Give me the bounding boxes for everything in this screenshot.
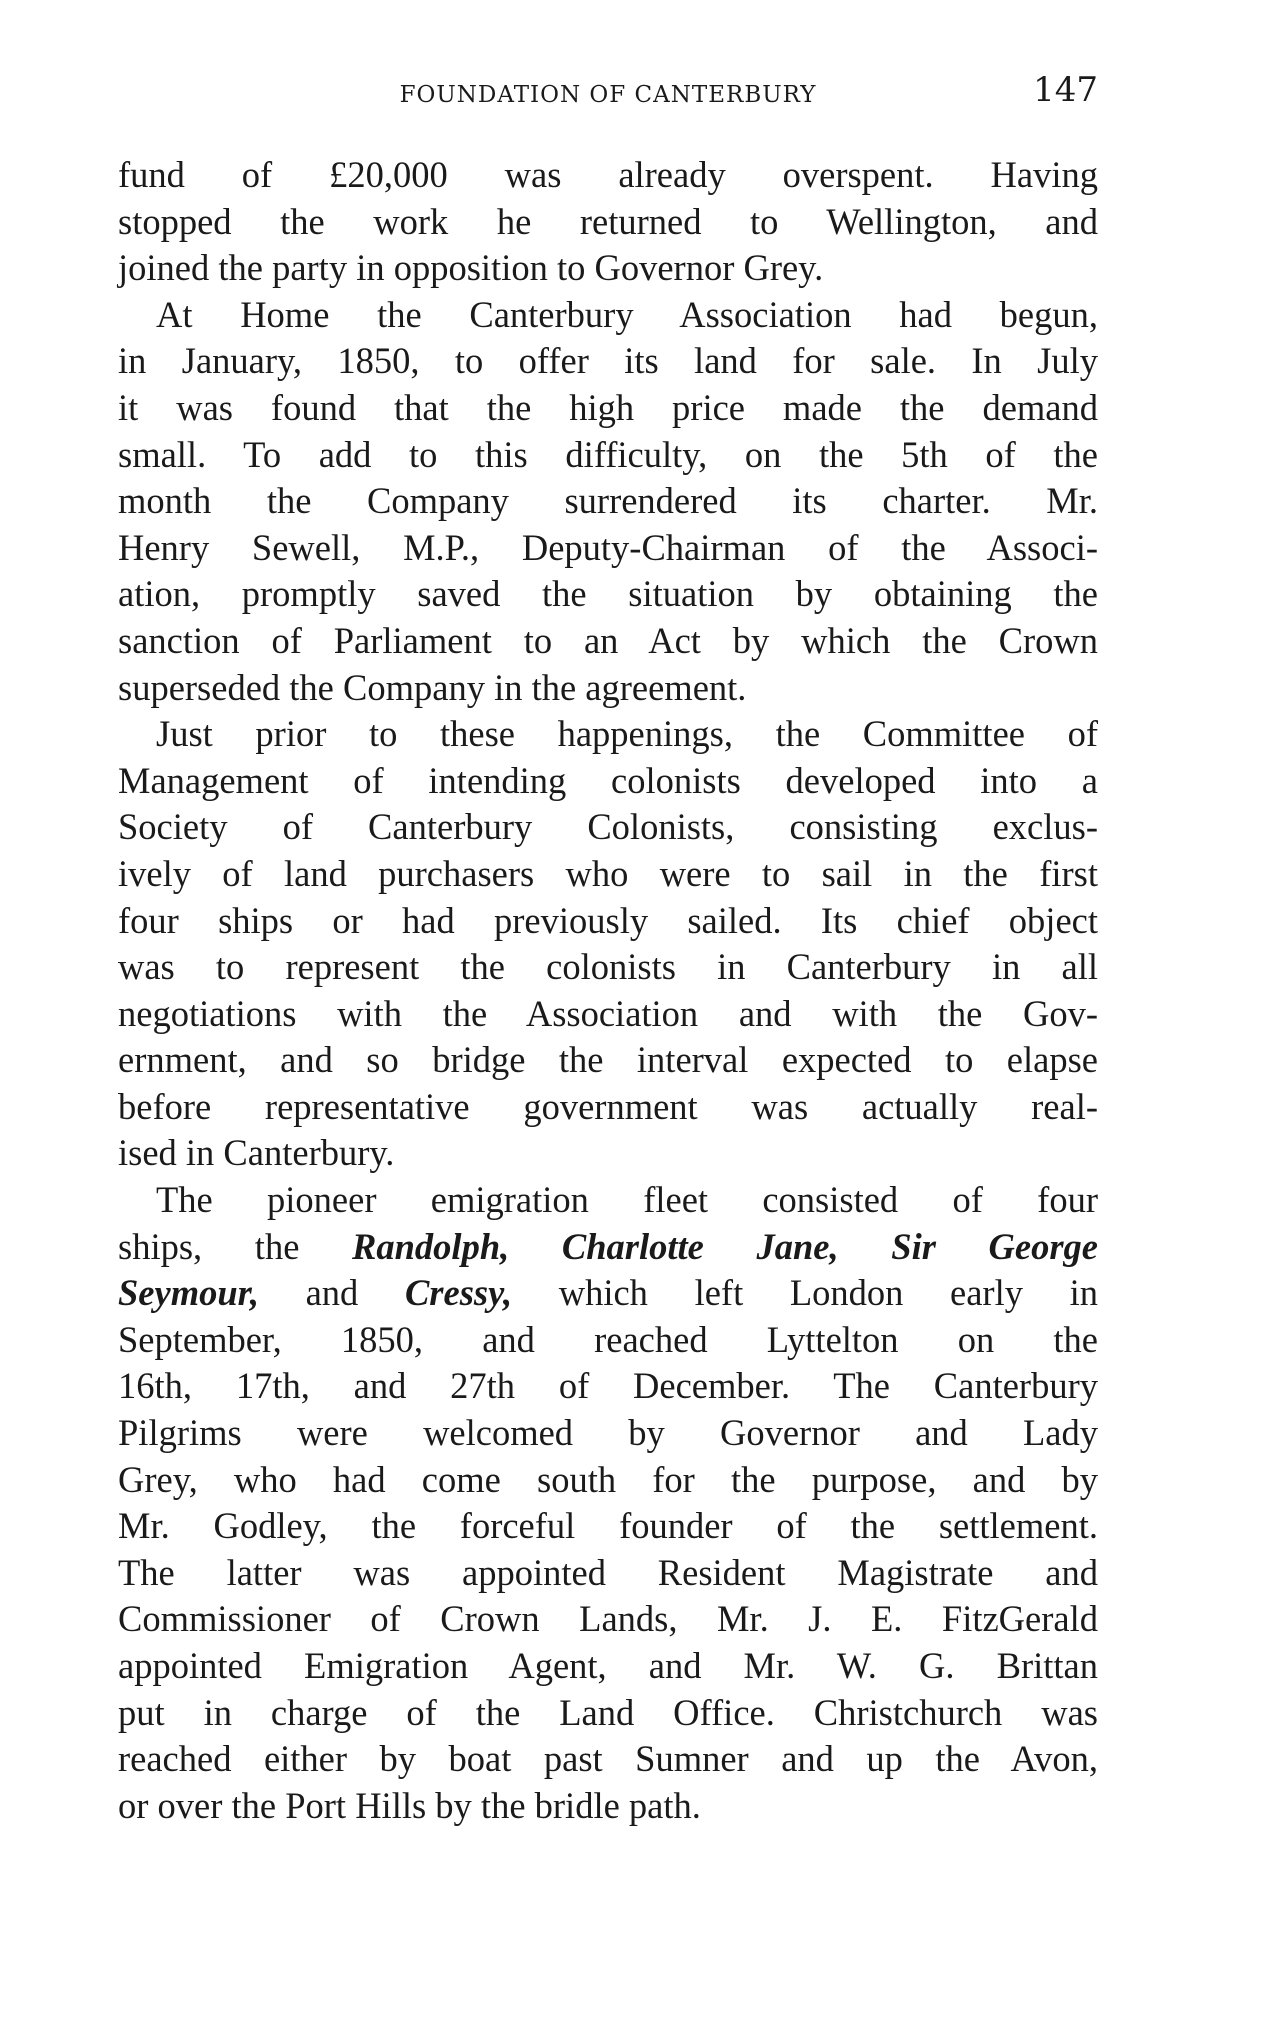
ship-name-seymour: Seymour, <box>118 1272 259 1314</box>
text-line: before representative government was actually real- <box>118 1085 1098 1127</box>
text-line: Henry Sewell, M.P., Deputy-Chairman of the Associ- <box>118 526 1098 568</box>
text-line: four ships or had previously sailed. Its chief object <box>118 899 1098 941</box>
text-line: reached either by boat past Sumner and up the Avon, <box>118 1738 1098 1780</box>
text-line: fund of £20,000 was already overspent. Having <box>118 154 1098 195</box>
text-line: negotiations with the Association and with the Gov- <box>118 992 1098 1034</box>
text-line: was to represent the colonists in Canterbury in all <box>118 946 1098 988</box>
text-line: Management of intending colonists developed into a <box>118 759 1098 801</box>
text-line: Commissioner of Crown Lands, Mr. J. E. FitzGerald <box>118 1598 1098 1640</box>
text-line: Pilgrims were welcomed by Governor and Lady <box>118 1412 1098 1454</box>
text-line: joined the party in opposition to Governor Grey. <box>118 247 824 289</box>
text-fragment: which left London early in <box>512 1272 1098 1314</box>
text-line: Just prior to these happenings, the Committee of <box>156 713 1098 755</box>
ship-name-sir-george: Sir George <box>891 1225 1099 1267</box>
text-line: ernment, and so bridge the interval expected to elapse <box>118 1039 1098 1081</box>
text-line: The pioneer emigration fleet consisted of four <box>156 1179 1098 1221</box>
text-line: it was found that the high price made the demand <box>118 386 1098 428</box>
text-line: ised in Canterbury. <box>118 1132 395 1174</box>
body-text <box>118 152 1098 1829</box>
text-line: superseded the Company in the agreement. <box>118 666 747 708</box>
running-head <box>118 70 1098 120</box>
paragraph-4 <box>118 1177 1098 1829</box>
text-line-ships <box>118 1270 1098 1317</box>
text-line: At Home the Canterbury Association had begun, <box>156 293 1098 335</box>
text-line: ation, promptly saved the situation by obtaining the <box>118 573 1098 615</box>
text-line: September, 1850, and reached Lyttelton on the <box>118 1318 1098 1360</box>
text-fragment: and <box>258 1272 405 1314</box>
ship-name-randolph: Randolph, <box>352 1225 510 1267</box>
text-fragment: ships, the <box>118 1225 353 1267</box>
text-line: Society of Canterbury Colonists, consisting exclus- <box>118 806 1098 848</box>
text-line: The latter was appointed Resident Magistrate and <box>118 1551 1098 1593</box>
text-line: Mr. Godley, the forceful founder of the settlement. <box>118 1505 1098 1547</box>
ship-name-charlotte-jane: Charlotte Jane, <box>561 1225 839 1267</box>
text-line: ively of land purchasers who were to sail in the first <box>118 852 1098 894</box>
ship-name-cressy: Cressy, <box>404 1272 513 1314</box>
text-line: month the Company surrendered its charter. Mr. <box>118 480 1098 522</box>
text-line: sanction of Parliament to an Act by which the Crown <box>118 619 1098 661</box>
text-line-ships <box>118 1224 1098 1271</box>
text-line: Grey, who had come south for the purpose, and by <box>118 1458 1098 1500</box>
text-line: in January, 1850, to offer its land for sale. In July <box>118 340 1098 382</box>
paragraph-2 <box>118 292 1098 711</box>
text-line: small. To add to this difficulty, on the 5th of the <box>118 433 1098 475</box>
text-line: appointed Emigration Agent, and Mr. W. G. Brittan <box>118 1645 1098 1686</box>
running-title: FOUNDATION OF CANTERBURY <box>399 82 817 108</box>
text-line: stopped the work he returned to Wellington, and <box>118 200 1098 242</box>
paragraph-1 <box>118 152 1098 292</box>
page-number: 147 <box>1033 70 1098 110</box>
text-line: put in charge of the Land Office. Christchurch was <box>118 1691 1098 1733</box>
text-line: or over the Port Hills by the bridle path. <box>118 1784 701 1826</box>
text-line: 16th, 17th, and 27th of December. The Canterbury <box>118 1365 1098 1407</box>
paragraph-3 <box>118 711 1098 1177</box>
